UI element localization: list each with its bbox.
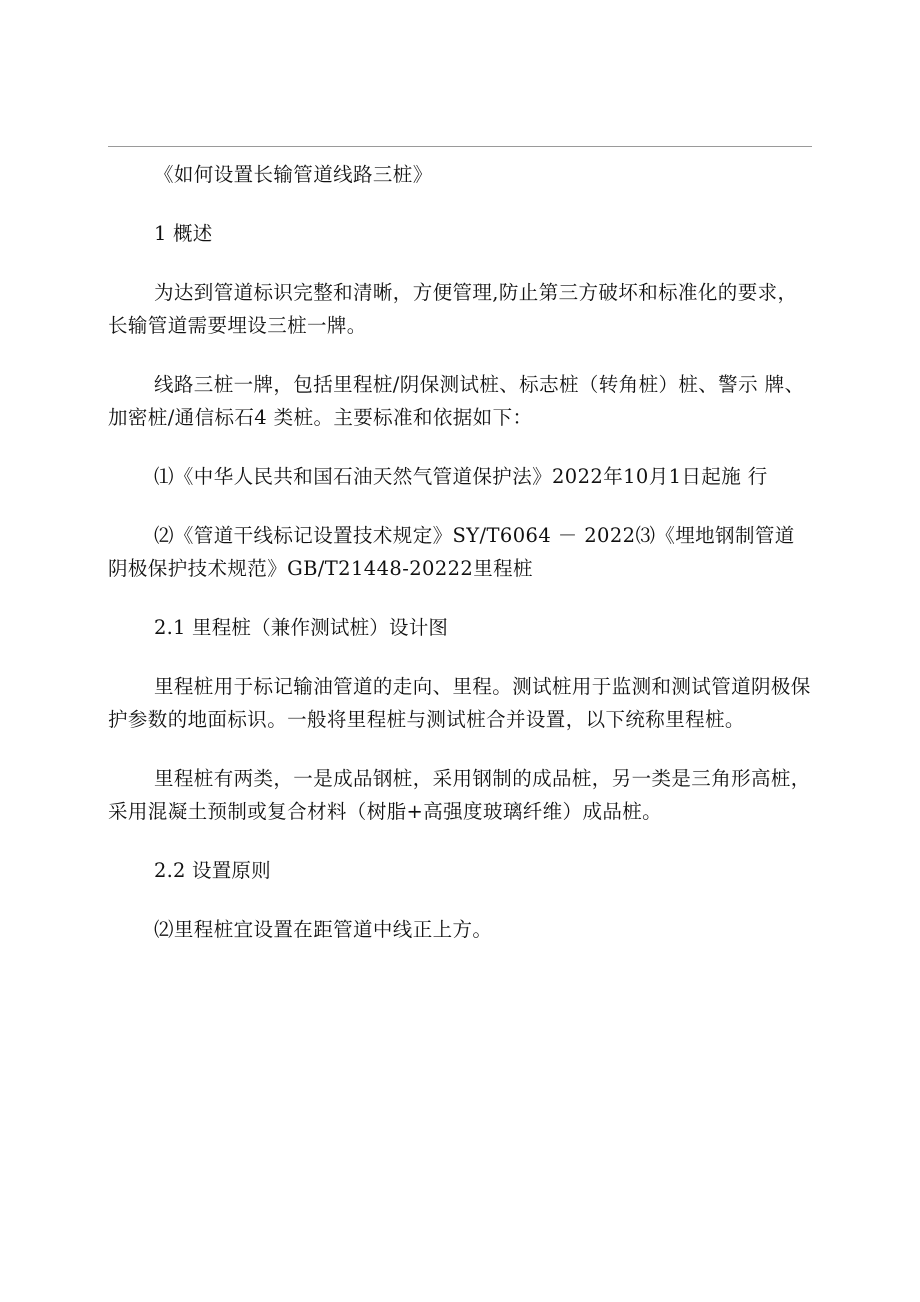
document-title: 《如何设置长输管道线路三桩》 bbox=[154, 163, 433, 186]
document-body bbox=[108, 158, 812, 946]
paragraph-placement-rule: ⑵里程桩宜设置在距管道中线正上方。 bbox=[154, 918, 493, 941]
reference-item-2-3: ⑵《管道干线标记设置技术规定》SY/T6064 － 2022⑶《埋地钢制管道 阴极保护技术规范》GB/T21448-20222里程桩 bbox=[108, 524, 795, 580]
section-heading-2-2: 2.2 设置原则 bbox=[154, 859, 271, 882]
paragraph-purpose: 为达到管道标识完整和清晰，方便管理,防止第三方破坏和标准化的要求，长输管道需要埋设三桩一牌。 bbox=[108, 281, 798, 337]
paragraph-pile-types: 线路三桩一牌，包括里程桩/阴保测试桩、标志桩（转角桩）桩、警示 牌、加密桩/通信标石4 类桩。主要标准和依据如下： bbox=[108, 373, 805, 429]
section-heading-overview: 1 概述 bbox=[154, 222, 213, 245]
paragraph-mileage-pile: 里程桩用于标记输油管道的走向、里程。测试桩用于监测和测试管道阴极保护参数的地面标识。一般将里程桩与测试桩合并设置，以下统称里程桩。 bbox=[108, 675, 811, 731]
header-rule bbox=[108, 146, 812, 147]
section-heading-2-1: 2.1 里程桩（兼作测试桩）设计图 bbox=[154, 616, 449, 639]
paragraph-pile-categories: 里程桩有两类，一是成品钢桩，采用钢制的成品桩，另一类是三角形高桩，采用混凝土预制或复合材料（树脂+高强度玻璃纤维）成品桩。 bbox=[108, 767, 811, 823]
reference-item-1: ⑴《中华人民共和国石油天然气管道保护法》2022年10月1日起施 行 bbox=[154, 465, 768, 488]
